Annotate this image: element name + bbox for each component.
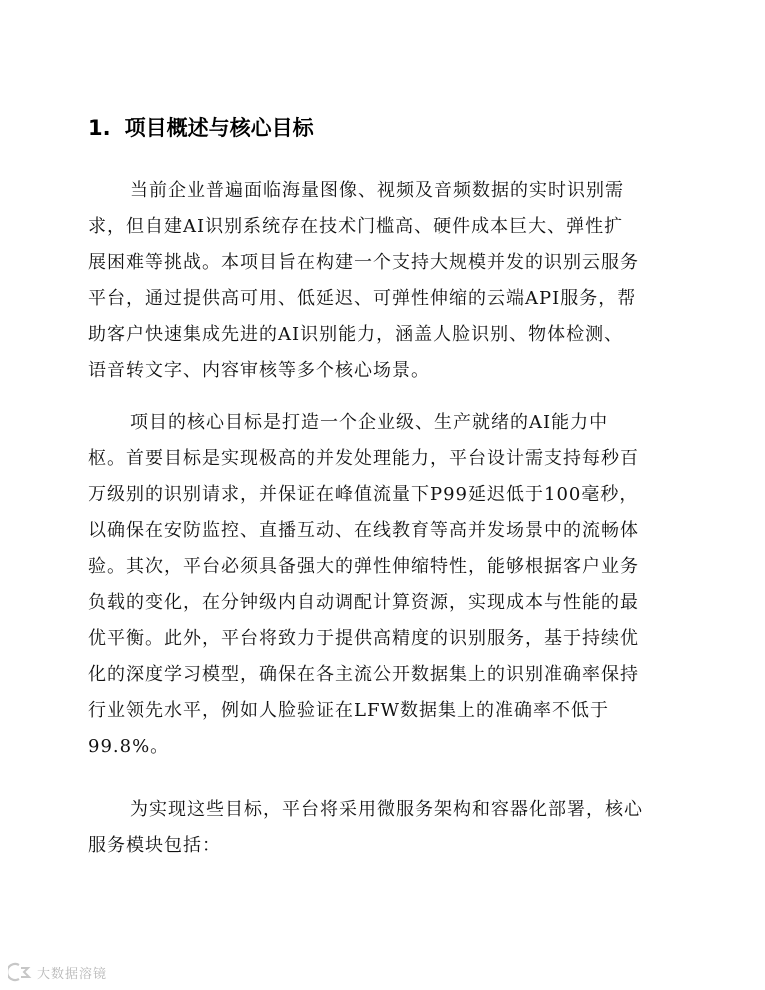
paragraph-line: 优平衡。此外，平台将致力于提供高精度的识别服务，基于持续优	[88, 628, 639, 649]
paragraph-line: 99.8%。	[88, 736, 170, 757]
paragraph-3	[88, 792, 688, 864]
paragraph-line: 负载的变化，在分钟级内自动调配计算资源，实现成本与性能的最	[88, 592, 639, 613]
paragraph-line: 化的深度学习模型，确保在各主流公开数据集上的识别准确率保持	[88, 664, 639, 685]
paragraph-2	[88, 405, 688, 765]
watermark-logo-icon	[8, 962, 34, 982]
paragraph-line: 语音转文字、内容审核等多个核心场景。	[88, 360, 430, 381]
paragraph-line: 行业领先水平，例如人脸验证在LFW数据集上的准确率不低于	[88, 700, 609, 721]
paragraph-line: 服务模块包括：	[88, 835, 221, 856]
paragraph-line: 平台，通过提供高可用、低延迟、可弹性伸缩的云端API服务，帮	[88, 288, 637, 309]
paragraph-line: 项目的核心目标是打造一个企业级、生产就绪的AI能力中	[130, 412, 609, 433]
watermark	[8, 962, 107, 982]
section-heading	[88, 113, 314, 143]
paragraph-line: 枢。首要目标是实现极高的并发处理能力，平台设计需支持每秒百	[88, 448, 639, 469]
paragraph-line: 当前企业普遍面临海量图像、视频及音频数据的实时识别需	[130, 180, 624, 201]
paragraph-line: 万级别的识别请求，并保证在峰值流量下P99延迟低于100毫秒，	[88, 484, 639, 505]
paragraph-1	[88, 173, 688, 389]
paragraph-line: 助客户快速集成先进的AI识别能力，涵盖人脸识别、物体检测、	[88, 324, 624, 345]
paragraph-line: 展困难等挑战。本项目旨在构建一个支持大规模并发的识别云服务	[88, 252, 639, 273]
watermark-text: 大数据溶镜	[37, 966, 108, 982]
paragraph-line: 以确保在安防监控、直播互动、在线教育等高并发场景中的流畅体	[88, 520, 639, 541]
paragraph-line: 求，但自建AI识别系统存在技术门槛高、硬件成本巨大、弹性扩	[88, 216, 624, 237]
paragraph-line: 为实现这些目标，平台将采用微服务架构和容器化部署，核心	[130, 799, 643, 820]
paragraph-line: 验。其次，平台必须具备强大的弹性伸缩特性，能够根据客户业务	[88, 556, 639, 577]
section-number: 1.	[88, 116, 111, 140]
section-title: 项目概述与核心目标	[124, 116, 314, 140]
